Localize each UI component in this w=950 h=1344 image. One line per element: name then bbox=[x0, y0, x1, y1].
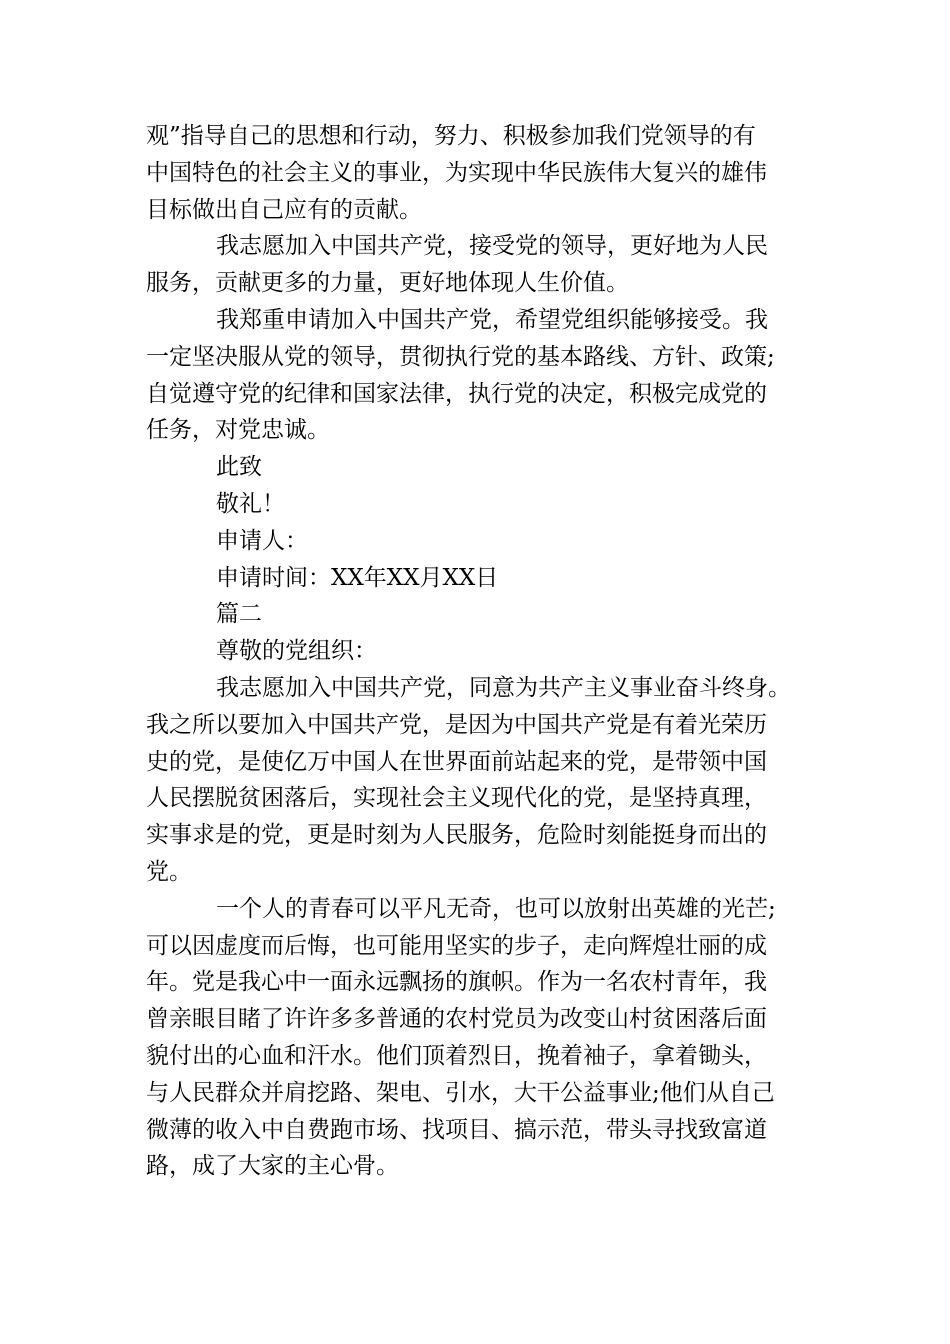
document-body bbox=[146, 118, 806, 1185]
text-line: 任务，对党忠诚。 bbox=[146, 417, 330, 444]
closing-salutation: 此致 bbox=[216, 454, 262, 481]
text-line: 一定坚决服从党的领导，贯彻执行党的基本路线、方针、政策; bbox=[146, 343, 775, 370]
section-heading: 篇二 bbox=[216, 601, 262, 628]
text-line: 人民摆脱贫困落后，实现社会主义现代化的党，是坚持真理， bbox=[146, 785, 767, 812]
text-line: 可以因虚度而后悔，也可能用坚实的步子，走向辉煌壮丽的成 bbox=[146, 932, 767, 959]
text-line: 实事求是的党，更是时刻为人民服务，危险时刻能挺身而出的 bbox=[146, 822, 767, 849]
text-line: 年。党是我心中一面永远飘扬的旗帜。作为一名农村青年，我 bbox=[146, 969, 767, 996]
text-line: 党。 bbox=[146, 858, 192, 885]
text-line: 貌付出的心血和汗水。他们顶着烈日，挽着袖子，拿着锄头， bbox=[146, 1042, 767, 1069]
text-line: 服务，贡献更多的力量，更好地体现人生价值。 bbox=[146, 270, 629, 297]
applicant-label: 申请人： bbox=[216, 527, 308, 554]
text-line: 与人民群众并肩挖路、架电、引水，大干公益事业;他们从自己 bbox=[146, 1079, 775, 1106]
paragraph-start-line: 我志愿加入中国共产党，同意为共产主义事业奋斗终身。 bbox=[216, 674, 791, 701]
paragraph-start-line: 我郑重申请加入中国共产党，希望党组织能够接受。我 bbox=[216, 306, 768, 333]
text-line: 观”指导自己的思想和行动，努力、积极参加我们党领导的有 bbox=[146, 123, 756, 149]
text-line: 目标做出自己应有的贡献。 bbox=[146, 196, 422, 223]
letter-greeting: 尊敬的党组织： bbox=[216, 638, 377, 665]
closing-regards: 敬礼！ bbox=[216, 490, 285, 517]
text-line: 路，成了大家的主心骨。 bbox=[146, 1153, 399, 1180]
text-line: 中国特色的社会主义的事业，为实现中华民族伟大复兴的雄伟 bbox=[146, 159, 767, 186]
text-line: 自觉遵守党的纪律和国家法律，执行党的决定，积极完成党的 bbox=[146, 380, 767, 407]
paragraph-start-line: 我志愿加入中国共产党，接受党的领导，更好地为人民 bbox=[216, 233, 768, 260]
text-line: 我之所以要加入中国共产党，是因为中国共产党是有着光荣历 bbox=[146, 711, 767, 738]
text-line: 史的党，是使亿万中国人在世界面前站起来的党，是带领中国 bbox=[146, 748, 767, 775]
text-line: 微薄的收入中自费跑市场、找项目、搞示范，带头寻找致富道 bbox=[146, 1116, 767, 1143]
text-line: 曾亲眼目睹了许许多多普通的农村党员为改变山村贫困落后面 bbox=[146, 1006, 767, 1033]
application-date: 申请时间：XX年XX月XX日 bbox=[216, 564, 499, 591]
paragraph-start-line: 一个人的青春可以平凡无奇，也可以放射出英雄的光芒; bbox=[216, 895, 776, 922]
